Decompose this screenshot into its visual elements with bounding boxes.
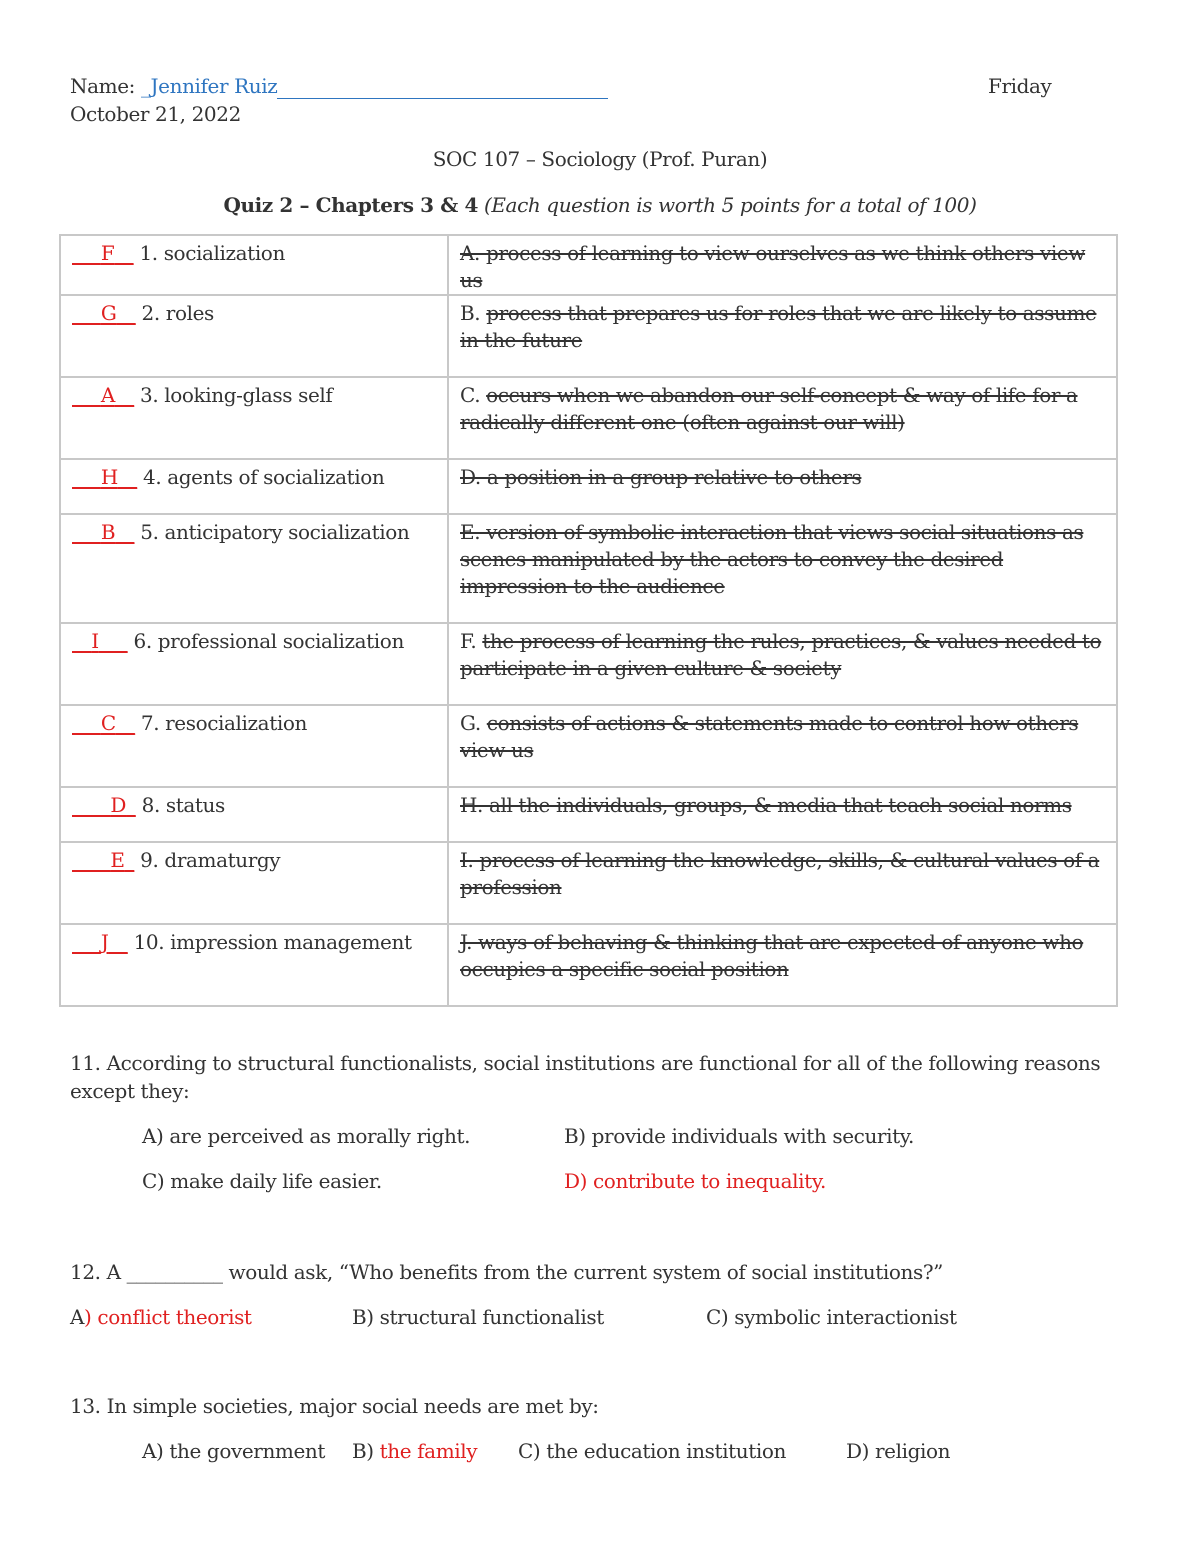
matching-row xyxy=(60,295,1117,377)
quiz-title-line xyxy=(0,193,1200,217)
q11-choice-d: D) contribute to inequality. xyxy=(564,1169,827,1193)
term-text: 9. dramaturgy xyxy=(134,848,281,872)
q13-choice-a: A) the government xyxy=(142,1439,326,1463)
term-cell xyxy=(60,295,448,377)
term-cell xyxy=(60,705,448,787)
definition-text: D. a position in a group relative to others xyxy=(460,465,862,489)
quiz-title: Quiz 2 – Chapters 3 & 4 xyxy=(223,193,478,217)
matching-row xyxy=(60,623,1117,705)
term-cell xyxy=(60,377,448,459)
matching-row xyxy=(60,514,1117,623)
q12-choice-a-letter: A xyxy=(70,1305,85,1329)
matching-row xyxy=(60,705,1117,787)
q11-question-line1: 11. According to structural functionalists, social institutions are functional for all of the following reasons xyxy=(70,1051,1101,1075)
q11-choice-b: B) provide individuals with security. xyxy=(564,1124,914,1148)
q13-question: 13. In simple societies, major social needs are met by: xyxy=(70,1394,599,1418)
term-cell xyxy=(60,842,448,924)
q12-choice-a xyxy=(70,1305,252,1329)
matching-row xyxy=(60,924,1117,1006)
term-cell xyxy=(60,924,448,1006)
term-cell xyxy=(60,623,448,705)
term-text: 8. status xyxy=(135,793,225,817)
q13-choice-c: C) the education institution xyxy=(518,1439,786,1463)
definition-text: H. all the individuals, groups, & media that teach social norms xyxy=(460,793,1072,817)
answer-blank: ___F__ xyxy=(72,241,134,265)
definition-cell: F. the process of learning the rules, practices, & values needed to participate in a given culture & society xyxy=(448,623,1117,705)
q13-choice-b-text: the family xyxy=(373,1439,478,1463)
name-field xyxy=(70,74,277,98)
term-text: 4. agents of socialization xyxy=(137,465,385,489)
q11-choice-a: A) are perceived as morally right. xyxy=(142,1124,471,1148)
quiz-note: (Each question is worth 5 points for a total of 100) xyxy=(483,193,977,217)
definition-cell xyxy=(448,842,1117,924)
name-label: Name: xyxy=(70,74,135,98)
matching-row xyxy=(60,377,1117,459)
matching-row xyxy=(60,842,1117,924)
term-text: 10. impression management xyxy=(127,930,412,954)
q11-choice-c: C) make daily life easier. xyxy=(142,1169,382,1193)
definition-cell: C. occurs when we abandon our self-concept & way of life for a radically different one (often against our will) xyxy=(448,377,1117,459)
q13-choice-d: D) religion xyxy=(846,1439,951,1463)
matching-row xyxy=(60,235,1117,295)
matching-table xyxy=(59,234,1118,1007)
term-text: 5. anticipatory socialization xyxy=(134,520,410,544)
date-label: October 21, 2022 xyxy=(70,102,241,126)
definition-text: A. process of learning to view ourselves as we think others view us xyxy=(460,241,1086,292)
definition-text: J. ways of behaving & thinking that are expected of anyone who occupies a specific social position xyxy=(460,930,1084,981)
answer-blank: ___H__ xyxy=(72,465,138,489)
q12-choice-c: C) symbolic interactionist xyxy=(706,1305,957,1329)
answer-blank: ___C__ xyxy=(72,711,135,735)
q11-question-line2: except they: xyxy=(70,1079,190,1103)
definition-cell: G. consists of actions & statements made to control how others view us xyxy=(448,705,1117,787)
definition-text: I. process of learning the knowledge, skills, & cultural values of a profession xyxy=(460,848,1100,899)
answer-blank: ___J__ xyxy=(72,930,128,954)
day-label: Friday xyxy=(988,74,1052,98)
name-underline xyxy=(277,76,608,99)
q13-choice-b xyxy=(352,1439,477,1463)
definition-cell xyxy=(448,459,1117,514)
q12-question: 12. A __________ would ask, “Who benefits from the current system of social institutions?” xyxy=(70,1260,943,1284)
term-cell xyxy=(60,787,448,842)
term-text: 3. looking-glass self xyxy=(134,383,333,407)
matching-row xyxy=(60,459,1117,514)
definition-text: E. version of symbolic interaction that views social situations as scenes manipulated by the actors to convey the desired impression to the audience xyxy=(460,520,1084,598)
student-name: _Jennifer Ruiz xyxy=(140,74,278,98)
term-text: 7. resocialization xyxy=(134,711,307,735)
term-text: 6. professional socialization xyxy=(127,629,404,653)
definition-cell: B. process that prepares us for roles that we are likely to assume in the future xyxy=(448,295,1117,377)
definition-cell xyxy=(448,787,1117,842)
matching-row xyxy=(60,787,1117,842)
q13-choice-b-letter: B) xyxy=(352,1439,374,1463)
answer-blank: ___G__ xyxy=(72,301,136,325)
term-cell xyxy=(60,514,448,623)
definition-cell xyxy=(448,235,1117,295)
definition-text: the process of learning the rules, practices, & values needed to participate in a given culture & society xyxy=(460,629,1102,680)
term-cell xyxy=(60,235,448,295)
answer-blank: __I___ xyxy=(72,629,128,653)
definition-text: occurs when we abandon our self-concept & way of life for a radically different one (often against our will) xyxy=(460,383,1078,434)
term-text: 1. socialization xyxy=(133,241,285,265)
answer-blank: ____D_ xyxy=(72,793,136,817)
term-cell xyxy=(60,459,448,514)
course-title: SOC 107 – Sociology (Prof. Puran) xyxy=(432,147,768,171)
definition-cell xyxy=(448,514,1117,623)
q12-choice-a-text: ) conflict theorist xyxy=(84,1305,252,1329)
q12-choice-b: B) structural functionalist xyxy=(352,1305,604,1329)
answer-blank: ___A__ xyxy=(72,383,135,407)
definition-cell xyxy=(448,924,1117,1006)
definition-text: consists of actions & statements made to control how others view us xyxy=(460,711,1079,762)
term-text: 2. roles xyxy=(135,301,214,325)
definition-text: process that prepares us for roles that we are likely to assume in the future xyxy=(460,301,1097,352)
answer-blank: ___B__ xyxy=(72,520,135,544)
answer-blank: ____E_ xyxy=(72,848,135,872)
